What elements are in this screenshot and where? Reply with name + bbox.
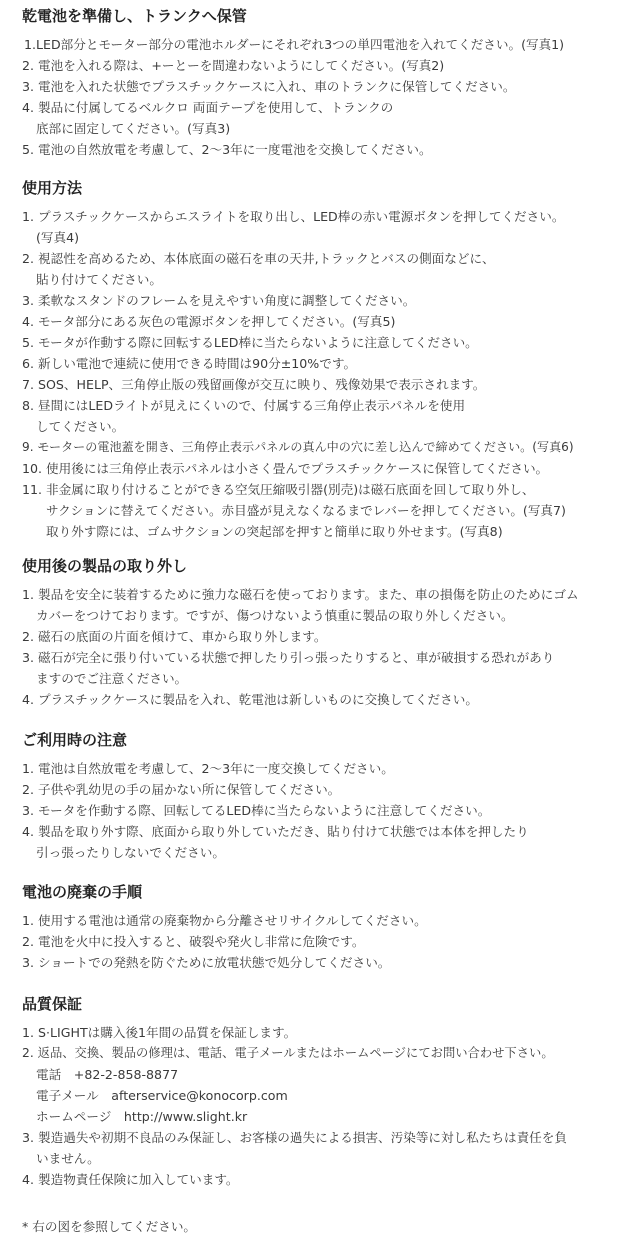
section-battery-disposal (22, 882, 634, 973)
contact-phone: 電話 +82-2-858-8877 (36, 1067, 179, 1082)
list-item: 1. 製品を安全に装着するために強力な磁石を使っております。また、車の損傷を防止のためにゴム (22, 587, 579, 602)
list-item: 2. 返品、交換、製品の修理は、電話、電子メールまたはホームページにてお問い合わせ下さい。 (22, 1046, 554, 1060)
list-item: 2. 視認性を高めるため、本体底面の磁石を車の天井,トラックとバスの側面などに、 (22, 251, 495, 266)
list-item-continued: ますのでご注意ください。 (36, 671, 188, 686)
item-list (22, 584, 634, 710)
section-title: ご利用時の注意 (22, 731, 128, 749)
contact-email: 電子メール afterservice@konocorp.com (36, 1088, 288, 1103)
list-item: 8. 昼間にはLEDライトが見えにくいので、付属する三角停止表示パネルを使用 (22, 398, 466, 413)
list-item: 3. 製造過失や初期不良品のみ保証し、お客様の過失による損害、汚染等に対し私たちは責任を負 (22, 1130, 567, 1145)
list-item: 5. 電池の自然放電を考慮して、2〜3年に一度電池を交換してください。 (22, 142, 432, 157)
item-list (22, 758, 634, 863)
section-warranty (22, 994, 634, 1190)
list-item: 6. 新しい電池で連続に使用できる時間は90分±10%です。 (22, 356, 357, 371)
list-item: 1. 使用する電池は通常の廃棄物から分離させリサイクルしてください。 (22, 913, 427, 928)
footnote: * 右の図を参照してください。 (22, 1219, 197, 1234)
list-item: 2. 電池を火中に投入すると、破裂や発火し非常に危険です。 (22, 934, 365, 949)
list-item: 10. 使用後には三角停止表示パネルは小さく畳んでプラスチックケースに保管してください。 (22, 461, 549, 476)
list-item-continued: (写真4) (36, 230, 80, 245)
list-item: 5. モータが作動する際に回転するLED棒に当たらないように注意してください。 (22, 335, 478, 350)
section-title: 使用方法 (22, 179, 83, 197)
section-precautions (22, 730, 634, 863)
list-item: 4. モータ部分にある灰色の電源ボタンを押してください。(写真5) (22, 314, 396, 329)
list-item-continued: 底部に固定してください。(写真3) (36, 121, 231, 136)
item-list (22, 206, 634, 542)
list-item: 2. 磁石の底面の片面を傾けて、車から取り外します。 (22, 629, 327, 644)
list-item: 2. 電池を入れる際は、+ーとーを間違わないようにしてください。(写真2) (22, 58, 445, 73)
list-item: 4. 製品に付属してるベルクロ 両面テープを使用して、トランクの (22, 100, 394, 115)
list-item: 3. モータを作動する際、回転してるLED棒に当たらないように注意してください。 (22, 803, 491, 818)
list-item-continued: 貼り付けてください。 (36, 272, 162, 287)
item-list (22, 1022, 634, 1190)
section-battery-prep (22, 6, 634, 160)
list-item: 2. 子供や乳幼児の手の届かない所に保管してください。 (22, 782, 341, 797)
list-item-continued: 取り外す際には、ゴムサクションの突起部を押すと簡単に取り外せます。(写真8) (46, 524, 503, 539)
section-title: 電池の廃棄の手順 (22, 883, 143, 901)
list-item: 1. S·LIGHTは購入後1年間の品質を保証します。 (22, 1025, 297, 1040)
list-item: 1. プラスチックケースからエスライトを取り出し、LED棒の赤い電源ボタンを押してください。 (22, 209, 565, 224)
list-item: 9. モーターの電池蓋を開き、三角停止表示パネルの真ん中の穴に差し込んで締めてください。(写真6) (22, 440, 574, 454)
section-usage (22, 178, 634, 542)
list-item: 11. 非金属に取り付けることができる空気圧縮吸引器(別売)は磁石底面を回して取り外し、 (22, 482, 535, 497)
list-item: 3. ショートでの発熱を防ぐために放電状態で処分してください。 (22, 955, 391, 970)
section-title: 使用後の製品の取り外し (22, 557, 188, 575)
list-item: 4. 製造物責任保険に加入しています。 (22, 1172, 239, 1187)
list-item: 3. 磁石が完全に張り付いている状態で押したり引っ張ったりすると、車が破損する恐れがあり (22, 650, 555, 665)
item-list (22, 910, 634, 973)
list-item-continued: してください。 (36, 419, 125, 434)
section-title: 乾電池を準備し、トランクへ保管 (22, 7, 247, 25)
list-item-continued: カバーをつけております。ですが、傷つけないよう慎重に製品の取り外しください。 (36, 608, 514, 623)
list-item-continued: いません。 (36, 1151, 100, 1166)
list-item: 4. プラスチックケースに製品を入れ、乾電池は新しいものに交換してください。 (22, 692, 478, 707)
section-removal (22, 556, 634, 710)
list-item: 3. 柔軟なスタンドのフレームを見えやすい角度に調整してください。 (22, 293, 416, 308)
list-item: 4. 製品を取り外す際、底面から取り外していただき、貼り付けて状態では本体を押したり (22, 824, 529, 839)
list-item-continued: サクションに替えてください。赤目盛が見えなくなるまでレバーを押してください。(写真7) (46, 503, 566, 518)
list-item-continued: 引っ張ったりしないでください。 (36, 845, 225, 860)
list-item: 1. 電池は自然放電を考慮して、2〜3年に一度交換してください。 (22, 761, 394, 776)
list-item: 3. 電池を入れた状態でプラスチックケースに入れ、車のトランクに保管してください。 (22, 79, 516, 94)
section-title: 品質保証 (22, 995, 83, 1013)
contact-website: ホームページ http://www.slight.kr (36, 1109, 248, 1124)
list-item: 1.LED部分とモーター部分の電池ホルダーにそれぞれ3つの単四電池を入れてください。(写真1) (24, 37, 565, 52)
item-list (22, 34, 634, 160)
list-item: 7. SOS、HELP、三角停止版の残留画像が交互に映り、残像効果で表示されます。 (22, 377, 486, 392)
